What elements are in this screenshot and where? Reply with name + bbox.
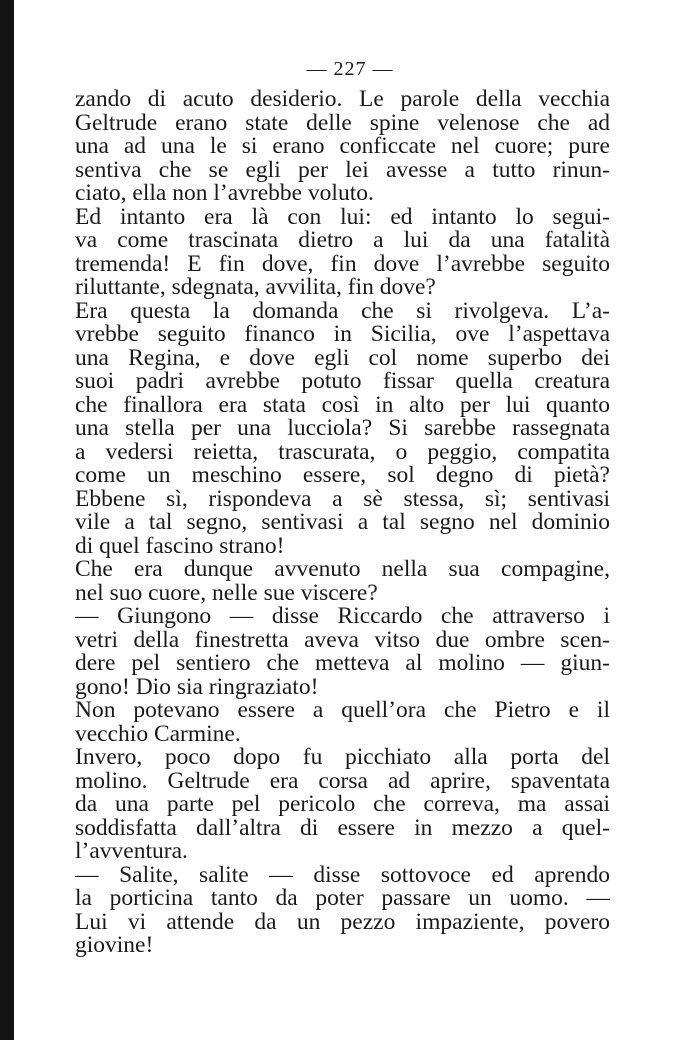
- text-line: l’avventura.: [75, 838, 188, 864]
- text-line: una ad una le si erano conficcate nel cuore; pure: [75, 133, 610, 159]
- text-line: giovine!: [75, 932, 154, 958]
- text-line: soddisfatta dall’altra di essere in mezzo a quel-: [75, 814, 610, 841]
- text-line: di quel fascino strano!: [75, 532, 285, 559]
- text-line: Invero, poco dopo fu picchiato alla porta del: [75, 744, 610, 770]
- text-line: Era questa la domanda che si rivolgeva. L’a-: [75, 297, 610, 324]
- text-line: da una parte pel pericolo che correva, ma assai: [75, 791, 610, 817]
- text-line: ciato, ella non l’avrebbe voluto.: [75, 180, 374, 206]
- text-line: a vedersi reietta, trascurata, o peggio, compatita: [75, 438, 610, 465]
- text-line: suoi padri avrebbe potuto fissar quella creatura: [75, 368, 610, 394]
- text-line: vrebbe seguito financo in Sicilia, ove l’aspettava: [75, 321, 610, 347]
- text-line: vetri della finestretta aveva vitso due ombre scen-: [75, 626, 610, 653]
- text-line: nel suo cuore, nelle sue viscere?: [75, 579, 378, 606]
- page-number: — 227 —: [306, 58, 394, 80]
- text-line: Non potevano essere a quell’ora che Pietro e il: [75, 697, 610, 723]
- text-line: tremenda! E fin dove, fin dove l’avrebbe seguito: [75, 250, 610, 277]
- text-line: riluttante, sdegnata, avvilita, fin dove?: [75, 274, 436, 300]
- text-line: molino. Geltrude era corsa ad aprire, spaventata: [75, 767, 610, 794]
- text-line: gono! Dio sia ringraziato!: [75, 673, 319, 700]
- binding-edge: [0, 0, 14, 1040]
- text-line: vile a tal segno, sentivasi a tal segno nel dominio: [75, 509, 610, 535]
- text-line: — Salite, salite — disse sottovoce ed aprendo: [75, 861, 610, 888]
- text-line: Lui vi attende da un pezzo impaziente, povero: [75, 908, 610, 935]
- text-line: vecchio Carmine.: [75, 720, 241, 747]
- text-line: una stella per una lucciola? Si sarebbe rassegnata: [75, 415, 610, 441]
- text-line: come un meschino essere, sol degno di pietà?: [75, 462, 610, 488]
- text-line: Geltrude erano state delle spine velenose che ad: [75, 109, 610, 136]
- text-line: — Giungono — disse Riccardo che attraverso i: [75, 603, 610, 629]
- text-line: va come trascinata dietro a lui da una fatalità: [75, 227, 610, 253]
- text-line: dere pel sentiero che metteva al molino — giun-: [75, 650, 610, 676]
- text-line: che finallora era stata così in alto per lui quanto: [75, 391, 610, 418]
- text-line: Ebbene sì, rispondeva a sè stessa, sì; sentivasi: [75, 485, 610, 512]
- text-line: Ed intanto era là con lui: ed intanto lo segui-: [75, 203, 610, 230]
- text-line: Che era dunque avvenuto nella sua compagine,: [75, 556, 610, 582]
- text-line: zando di acuto desiderio. Le parole della vecchia: [75, 86, 610, 112]
- text-line: la porticina tanto da poter passare un uomo. —: [75, 885, 610, 911]
- text-line: una Regina, e dove egli col nome superbo dei: [75, 344, 610, 371]
- text-line: sentiva che se egli per lei avesse a tutto rinun-: [75, 156, 610, 183]
- body-text: [75, 88, 610, 958]
